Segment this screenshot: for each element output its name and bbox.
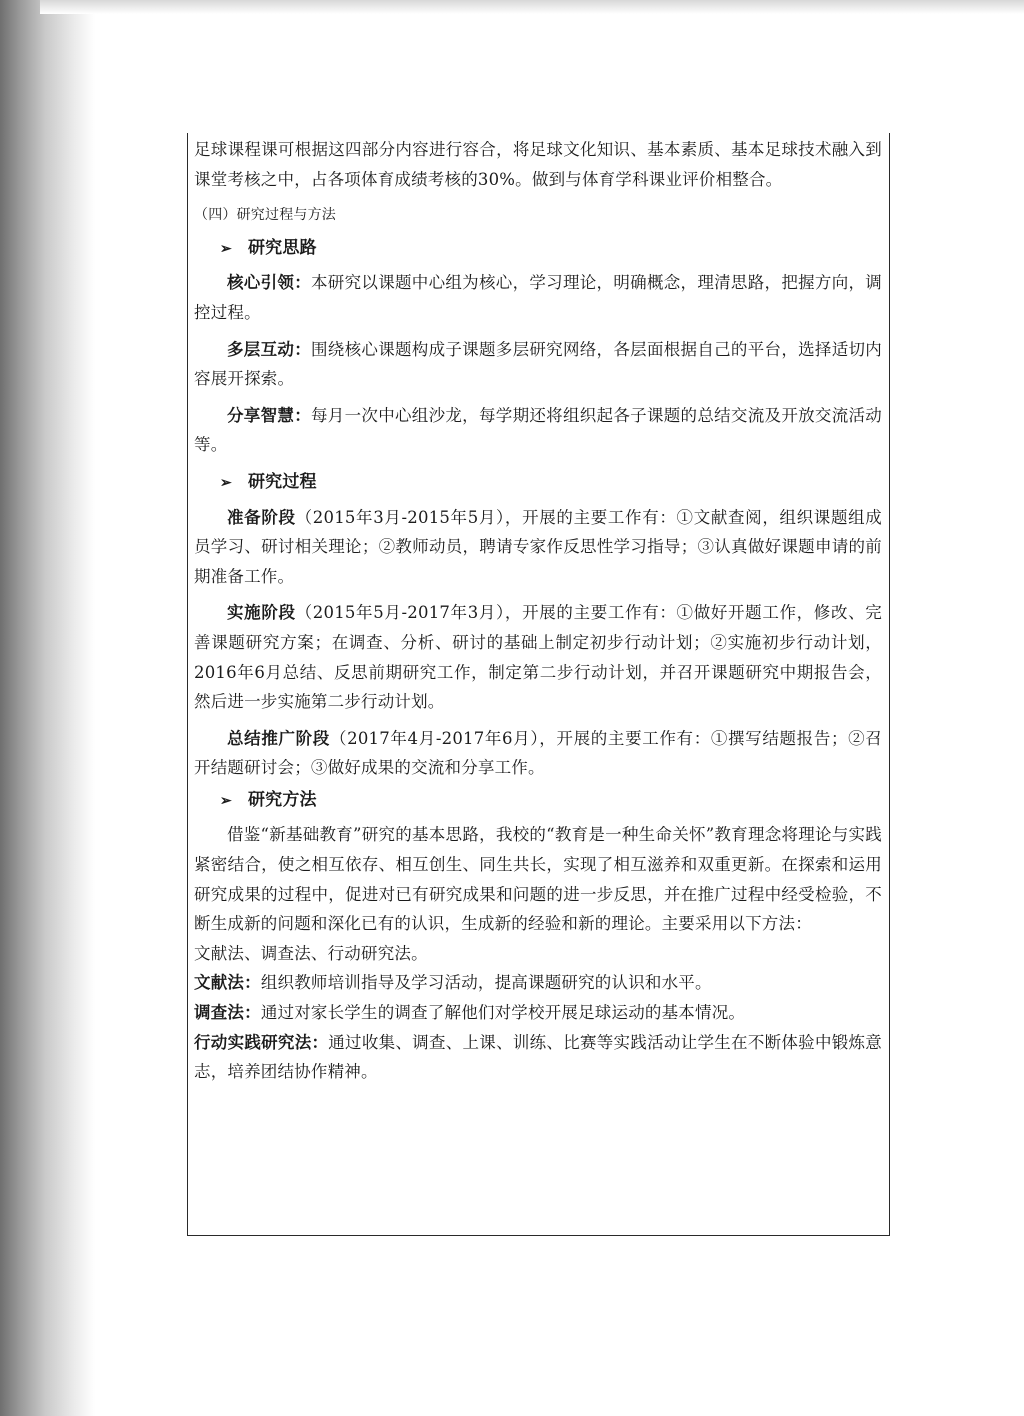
heading-research-process <box>194 467 882 499</box>
lead-term: 文献法： <box>194 973 261 993</box>
lead-term: 行动实践研究法： <box>194 1032 329 1052</box>
method-action <box>194 1028 882 1087</box>
paragraph-text: （2015年5月-2017年3月），开展的主要工作有：①做好开题工作，修改、完善课题研究方案；在调查、分析、研讨的基础上制定初步行动计划；②实施初步行动计划，2016年6月总结、反思前期研究工作，制定第二步行动计划，并召开课题研究中期报告会，然后进一步实施第二步行动计划。 <box>194 603 882 712</box>
paragraph-methods: 借鉴“新基础教育”研究的基本思路，我校的“教育是一种生命关怀”教育理念将理论与实践紧密结合，使之相互依存、相互创生、同生共长，实现了相互滋养和双重更新。在探索和运用研究成果的过程中，促进对已有研究成果和问题的进一步反思，并在推广过程中经受检验，不断生成新的问题和深化已有的认识，生成新的经验和新的理论。主要采用以下方法： <box>194 825 882 934</box>
lead-term: 总结推广阶段 <box>227 728 330 748</box>
arrow-bullet-icon: ➢ <box>220 474 232 491</box>
method-literature <box>194 968 882 998</box>
scan-top-shadow <box>40 0 1024 14</box>
heading-text: 研究思路 <box>247 237 317 258</box>
heading-text: 研究方法 <box>247 789 317 810</box>
intro-paragraph: 足球课程课可根据这四部分内容进行容合，将足球文化知识、基本素质、基本足球技术融入到课堂考核之中，占各项体育成绩考核的30%。做到与体育学科课业评价相整合。 <box>194 140 882 189</box>
lead-term: 准备阶段 <box>227 507 296 527</box>
method-survey <box>194 998 882 1028</box>
lead-term: 多层互动： <box>227 339 311 359</box>
paragraph-prep <box>194 503 882 592</box>
paragraph-text: 围绕核心课题构成子课题多层研究网络，各层面根据自己的平台，选择适切内容展开探索。 <box>194 339 883 389</box>
paragraph-core <box>194 268 882 327</box>
paragraph-summary <box>194 724 882 783</box>
paragraph-multi <box>194 335 882 394</box>
paragraph-text: 通过对家长学生的调查了解他们对学校开展足球运动的基本情况。 <box>260 1003 746 1023</box>
paragraph-share <box>194 401 882 460</box>
paragraph-text: 通过收集、调查、上课、训练、比赛等实践活动让学生在不断体验中锻炼意志，培养团结协作精神。 <box>194 1032 882 1082</box>
scan-edge-shadow <box>0 0 95 1416</box>
arrow-bullet-icon: ➢ <box>220 240 232 257</box>
lead-term: 调查法： <box>194 1003 261 1023</box>
heading-research-methods <box>194 785 882 817</box>
paragraph-impl <box>194 598 882 716</box>
heading-research-thinking <box>194 233 882 265</box>
paragraph-text: （2015年3月-2015年5月），开展的主要工作有：①文献查阅，组织课题组成员学习、研讨相关理论；②教师动员，聘请专家作反思性学习指导；③认真做好课题申请的前期准备工作。 <box>194 507 882 586</box>
lead-term: 实施阶段 <box>227 603 296 623</box>
methods-list: 文献法、调查法、行动研究法。 <box>194 943 428 963</box>
paragraph-text: 本研究以课题中心组为核心，学习理论，明确概念，理清思路，把握方向，调控过程。 <box>194 273 883 322</box>
document-content <box>194 135 882 1087</box>
heading-text: 研究过程 <box>247 471 317 492</box>
section-title: （四）研究过程与方法 <box>194 207 336 224</box>
lead-term: 核心引领： <box>227 273 311 293</box>
paragraph-text: （2017年4月-2017年6月），开展的主要工作有：①撰写结题报告；②召开结题研讨会；③做好成果的交流和分享工作。 <box>194 728 883 778</box>
arrow-bullet-icon: ➢ <box>220 792 232 809</box>
paragraph-text: 每月一次中心组沙龙，每学期还将组织起各子课题的总结交流及开放交流活动等。 <box>194 405 883 455</box>
lead-term: 分享智慧： <box>227 405 311 425</box>
paragraph-text: 组织教师培训指导及学习活动，提高课题研究的认识和水平。 <box>260 973 712 993</box>
